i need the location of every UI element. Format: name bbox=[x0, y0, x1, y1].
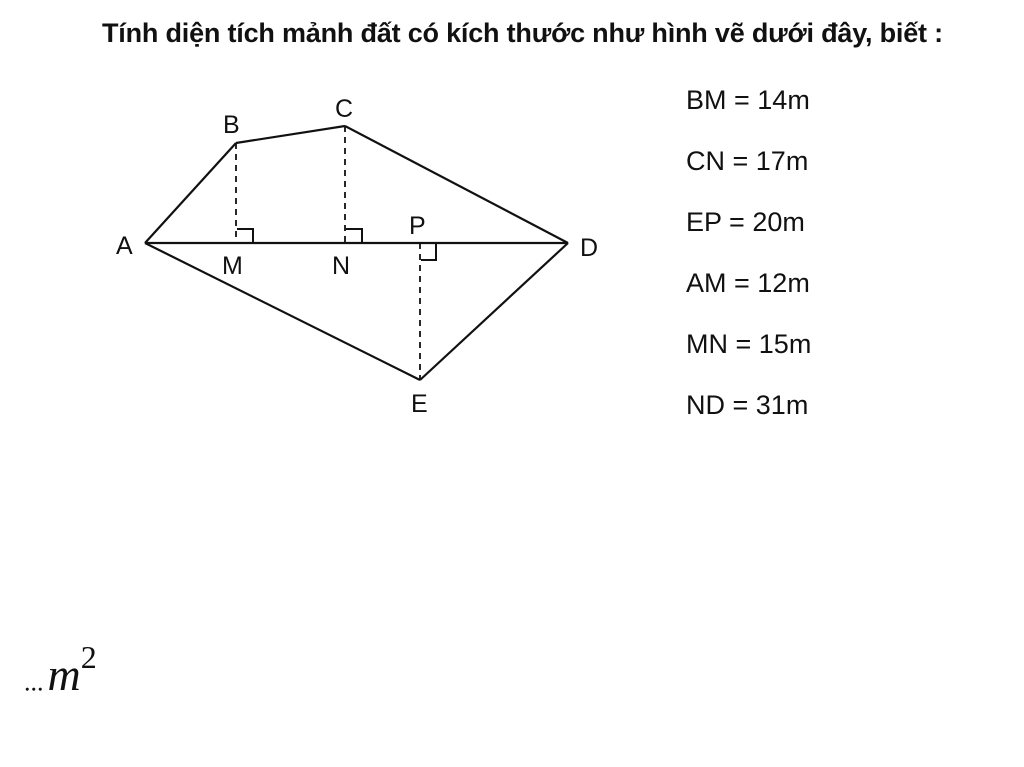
label-point-n: N bbox=[332, 252, 351, 280]
right-angle-n bbox=[346, 229, 362, 243]
given-ep: EP = 20m bbox=[686, 207, 805, 237]
answer-unit: $m^2$ bbox=[47, 639, 97, 701]
given-am: AM = 12m bbox=[686, 268, 810, 298]
label-point-m: M bbox=[222, 252, 243, 280]
given-nd: ND = 31m bbox=[686, 390, 809, 420]
label-point-b: B bbox=[223, 111, 240, 139]
given-mn: MN = 15m bbox=[686, 329, 812, 359]
right-angle-p bbox=[421, 244, 436, 260]
answer-exponent: 2 bbox=[80, 639, 97, 675]
label-point-a: A bbox=[116, 232, 133, 260]
given-measurements bbox=[686, 83, 811, 449]
answer-placeholder: ... bbox=[24, 667, 44, 697]
edge-ab bbox=[145, 143, 236, 243]
given-cn: CN = 17m bbox=[686, 146, 809, 176]
label-point-e: E bbox=[411, 390, 428, 418]
label-point-d: D bbox=[580, 234, 599, 262]
edge-de bbox=[420, 243, 568, 380]
problem-title: Tính diện tích mảnh đất có kích thước như hình vẽ dưới đây, biết : bbox=[102, 18, 943, 48]
label-point-c: C bbox=[335, 95, 354, 123]
edge-bc bbox=[236, 126, 345, 143]
answer-blank bbox=[24, 639, 97, 701]
given-bm: BM = 14m bbox=[686, 85, 810, 115]
height-lines bbox=[236, 126, 420, 380]
label-point-p: P bbox=[409, 212, 426, 240]
edge-cd bbox=[345, 126, 568, 243]
edge-ea bbox=[145, 243, 420, 380]
right-angle-m bbox=[237, 229, 253, 243]
plot-outline bbox=[145, 126, 568, 380]
land-plot-diagram bbox=[0, 0, 680, 440]
